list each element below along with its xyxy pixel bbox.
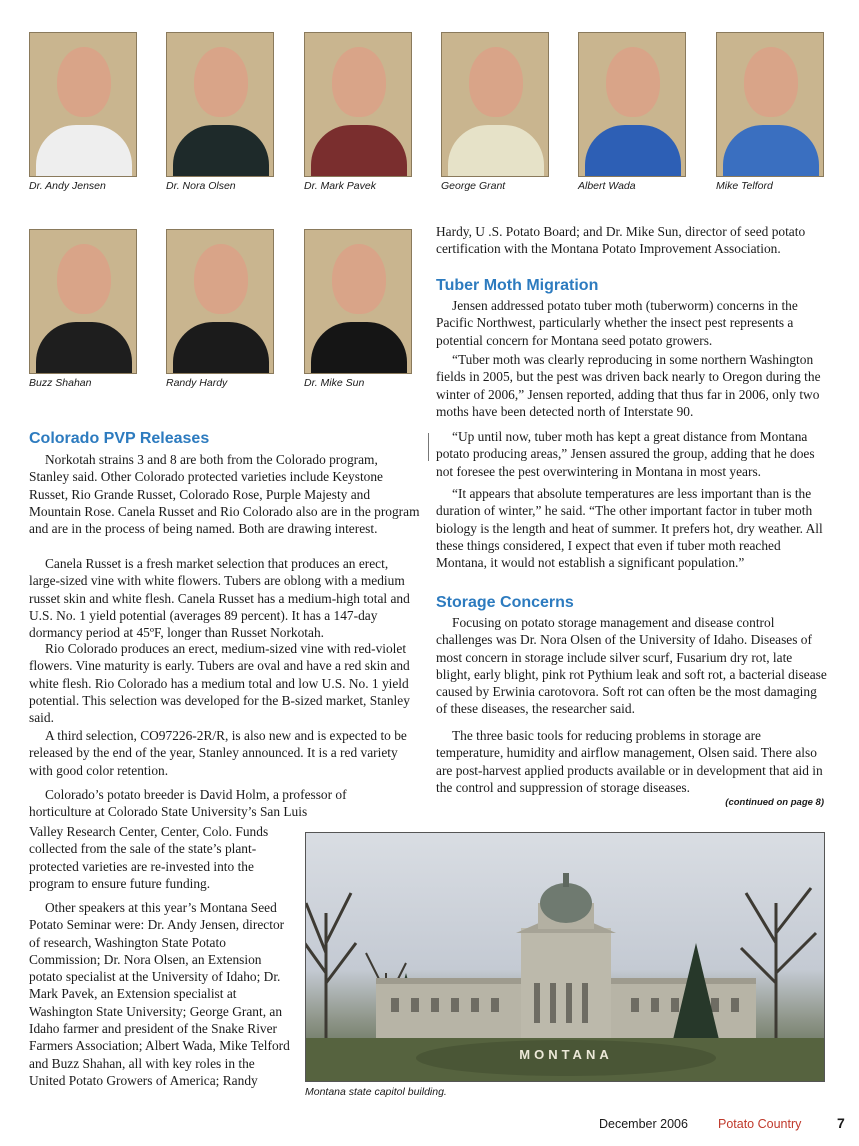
footer-date: December 2006: [599, 1117, 688, 1131]
paragraph-tuber-moth-reproducing: “Tuber moth was clearly reproducing in some northern Washington fields in 2005, but the pest was driven back nearly to Oregon during the winter of 2006,” Jensen reported, adding that thus far in 2006, only two moths have been detected north of Interstate 90.: [436, 352, 821, 419]
caption-george-grant: George Grant: [441, 180, 506, 192]
continued-note: (continued on page 8): [725, 797, 824, 808]
portrait-george-grant: [441, 32, 549, 177]
caption-mark-pavek: Dr. Mark Pavek: [304, 180, 376, 192]
capitol-caption: Montana state capitol building.: [305, 1086, 447, 1098]
face: [469, 47, 523, 117]
shirt: [311, 125, 407, 177]
portrait-nora-olsen: [166, 32, 274, 177]
shirt: [173, 125, 269, 177]
portrait-albert-wada: [578, 32, 686, 177]
heading-storage-concerns: Storage Concerns: [436, 594, 574, 611]
paragraph-third-selection: A third selection, CO97226-2R/R, is also new and is expected to be released by the end of the year, Stanley announced. It is a red variety with good color retention.: [29, 728, 407, 778]
paragraph-storage-diseases: Focusing on potato storage management and disease control challenges was Dr. Nora Olsen of the University of Idaho. Diseases of most concern in storage include silver scurf, Fusarium dry rot, late blight, early blight, pink rot Pythium leak and soft rot, a bacterial disease caused by Erwinia carotovora. Soft rot can often be the most damaging of these diseases, the researcher said.: [436, 615, 827, 717]
caption-mike-sun: Dr. Mike Sun: [304, 377, 365, 389]
caption-buzz-shahan: Buzz Shahan: [29, 377, 92, 389]
portrait-mike-telford: [716, 32, 824, 177]
page-number: 7: [837, 1115, 845, 1131]
portrait-mike-sun: [304, 229, 412, 374]
face: [57, 244, 111, 314]
shirt: [173, 322, 269, 374]
paragraph-other-speakers: Other speakers at this year’s Montana Seed Potato Seminar were: Dr. Andy Jensen, director of research, Washington State Potato Commission; Dr. Nora Olsen, an Extension potato specialist at the University of Idaho; Dr. Mark Pavek, an Extension specialist at Washington State University; George Grant, an Idaho farmer and president of the Snake River Farmers Association; Albert Wada, Mike Telford and Buzz Shahan, all with key roles in the United Potato Growers of America; Randy: [29, 900, 290, 1088]
paragraph-tuber-moth-distance: “Up until now, tuber moth has kept a great distance from Montana potato producing areas,” Jensen assured the group, adding that he does not foresee the pest overwintering in Montana in most years.: [436, 429, 815, 479]
footer-publication: Potato Country: [718, 1117, 802, 1131]
face: [744, 47, 798, 117]
paragraph-rio-colorado: Rio Colorado produces an erect, medium-sized vine with red-violet flowers. Vine maturity is early. Tubers are oval and have a red skin and white flesh. Rio Colorado has a medium total and low U.S. No. 1 yield potential. This selection was developed for the B-sized market, Stanley said.: [29, 641, 410, 726]
face: [194, 244, 248, 314]
face: [194, 47, 248, 117]
caption-mike-telford: Mike Telford: [716, 180, 773, 192]
shirt: [448, 125, 544, 177]
heading-tuber-moth-migration: Tuber Moth Migration: [436, 277, 599, 294]
shirt: [311, 322, 407, 374]
heading-colorado-pvp-releases: Colorado PVP Releases: [29, 430, 210, 447]
shirt: [723, 125, 819, 177]
paragraph-norkotah: Norkotah strains 3 and 8 are both from the Colorado program, Stanley said. Other Colorado protected varieties include Keystone Russet, Rio Grande Russet, Colorado Rose, Purple Majesty and Mountain Rose. Canela Russet and Rio Colorado also are in the program and are in the process of being named. Both are drawing interest.: [29, 452, 420, 537]
shirt: [36, 125, 132, 177]
caption-andy-jensen: Dr. Andy Jensen: [29, 180, 106, 192]
paragraph-storage-tools: The three basic tools for reducing problems in storage are temperature, humidity and airflow management, Olsen said. There also are post-harvest applied products available or in development that aid in the control and suppression of storage diseases.: [436, 728, 823, 795]
caption-nora-olsen: Dr. Nora Olsen: [166, 180, 236, 192]
capitol-photo: [305, 832, 825, 1082]
shirt: [585, 125, 681, 177]
capitol-building-illustration: [306, 833, 824, 1081]
caption-randy-hardy: Randy Hardy: [166, 377, 228, 389]
paragraph-hardy-sun: Hardy, U .S. Potato Board; and Dr. Mike Sun, director of seed potato certification with the Montana Potato Improvement Association.: [436, 224, 806, 257]
paragraph-canela-russet: Canela Russet is a fresh market selection that produces an erect, large-sized vine with white flowers. Tubers are oblong with a medium russet skin and white flesh. Canela Russet has a medium-high total and U.S. No. 1 yield potential (averages 89 percent). It has a 147-day dormancy period at 45ºF, longer than Russet Norkotah.: [29, 556, 410, 641]
column-rule: [428, 433, 429, 461]
paragraph-potato-breeder: Colorado’s potato breeder is David Holm, a professor of horticulture at Colorado State University’s San Luis: [29, 787, 347, 820]
portrait-randy-hardy: [166, 229, 274, 374]
lawn-lettering: MONTANA: [519, 1047, 613, 1062]
paragraph-tuber-moth-temperatures: “It appears that absolute temperatures are less important than is the duration of winter,” he said. “The other important factor in tuber moth biology is the length and heat of summer. It prefers hot, dry weather. All these things considered, I expect that even if tuber moth reached Montana, it would not establish a significant population.”: [436, 486, 823, 571]
portrait-mark-pavek: [304, 32, 412, 177]
caption-albert-wada: Albert Wada: [578, 180, 636, 192]
face: [332, 47, 386, 117]
face: [606, 47, 660, 117]
portrait-andy-jensen: [29, 32, 137, 177]
shirt: [36, 322, 132, 374]
portrait-buzz-shahan: [29, 229, 137, 374]
paragraph-funds: Valley Research Center, Center, Colo. Funds collected from the sale of the state’s plant-protected varieties are re-invested into the program to ensure future funding.: [29, 824, 269, 891]
face: [332, 244, 386, 314]
face: [57, 47, 111, 117]
paragraph-tuber-moth-concerns: Jensen addressed potato tuber moth (tuberworm) concerns in the Pacific Northwest, particularly whether the insect pest represents a potential concern for Montana seed potato growers.: [436, 298, 798, 348]
